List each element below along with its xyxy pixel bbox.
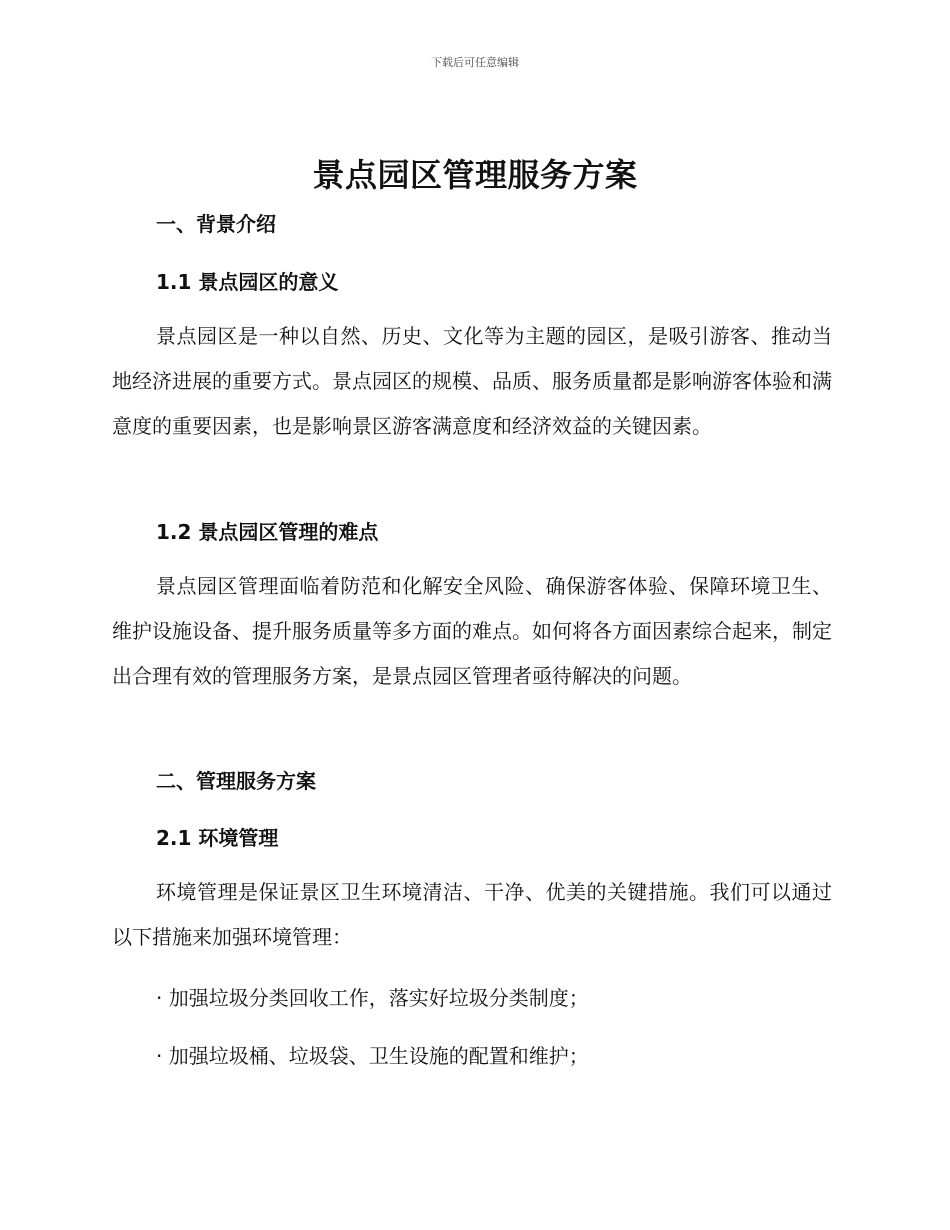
paragraph-difficulties: 景点园区管理面临着防范和化解安全风险、确保游客体验、保障环境卫生、维护设施设备、提升服务质量等多方面的难点。如何将各方面因素综合起来，制定出合理有效的管理服务方案，是景点园区管理者亟待解决的问题。 [112, 574, 832, 688]
subsection-heading-environment: 2.1 环境管理 [156, 826, 279, 850]
list-item: · 加强垃圾桶、垃圾袋、卫生设施的配置和维护； [156, 1044, 589, 1068]
paragraph-significance: 景点园区是一种以自然、历史、文化等为主题的园区，是吸引游客、推动当地经济进展的重要方式。景点园区的规模、品质、服务质量都是影响游客体验和满意度的重要因素，也是影响景区游客满意度和经济效益的关键因素。 [112, 324, 832, 438]
document-title: 景点园区管理服务方案 [312, 156, 638, 194]
section-heading-service-plan: 二、管理服务方案 [156, 769, 316, 793]
list-item: · 加强垃圾分类回收工作，落实好垃圾分类制度； [156, 986, 589, 1010]
subsection-heading-significance: 1.1 景点园区的意义 [156, 270, 339, 294]
subsection-heading-difficulties: 1.2 景点园区管理的难点 [156, 520, 379, 544]
paragraph-environment: 环境管理是保证景区卫生环境清洁、干净、优美的关键措施。我们可以通过以下措施来加强环境管理： [112, 880, 832, 949]
section-heading-background: 一、背景介绍 [156, 212, 276, 236]
header-note: 下载后可任意编辑 [431, 56, 519, 69]
